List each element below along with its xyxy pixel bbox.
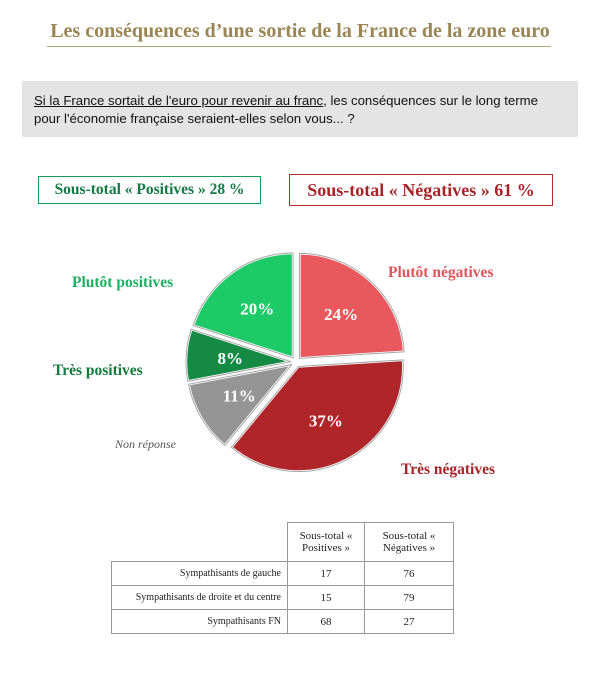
subtotal-positive-label: Sous-total « Positives » 28 % [54, 181, 245, 198]
table-row [112, 586, 454, 610]
question-underlined-text: Si la France sortait de l'euro pour revenir au franc [34, 93, 324, 108]
subtotals-table [111, 522, 454, 634]
table-cell-negatives: 27 [365, 610, 454, 634]
legend-label-tres-positives: Très positives [53, 362, 143, 379]
table-row-label: Sympathisants de gauche [112, 562, 288, 586]
legend-label-non-reponse: Non réponse [115, 437, 176, 451]
legend-label-plutot-positives: Plutôt positives [72, 274, 174, 291]
table-header-positives: Sous-total « Positives » [288, 523, 365, 562]
pie-value-plutot-positives: 20% [240, 299, 275, 319]
table-row-label: Sympathisants de droite et du centre [112, 586, 288, 610]
pie-value-tres-positives: 8% [217, 348, 243, 368]
question-text: , les conséquences sur le long terme pour l'économie française seraient-elles selon vous... ? [34, 93, 538, 126]
pie-value-plutot-negatives: 24% [324, 304, 359, 324]
table-cell-positives: 15 [288, 586, 365, 610]
table-header-row [112, 523, 454, 562]
table-cell-positives: 17 [288, 562, 365, 586]
table-cell-negatives: 79 [365, 586, 454, 610]
subtotal-negative-label: Sous-total « Négatives » 61 % [307, 179, 535, 200]
table-header-negatives: Sous-total « Négatives » [365, 523, 454, 562]
pie-value-non-reponse: 11% [222, 386, 256, 406]
table-cell-positives: 68 [288, 610, 365, 634]
pie-value-tres-negatives: 37% [308, 411, 343, 431]
table-row [112, 610, 454, 634]
page-title: Les conséquences d’une sortie de la France de la zone euro [50, 20, 550, 42]
table-row-label: Sympathisants FN [112, 610, 288, 634]
table-cell-negatives: 76 [365, 562, 454, 586]
table-row [112, 562, 454, 586]
legend-label-plutot-negatives: Plutôt négatives [388, 264, 494, 281]
legend-label-tres-negatives: Très négatives [401, 461, 495, 478]
